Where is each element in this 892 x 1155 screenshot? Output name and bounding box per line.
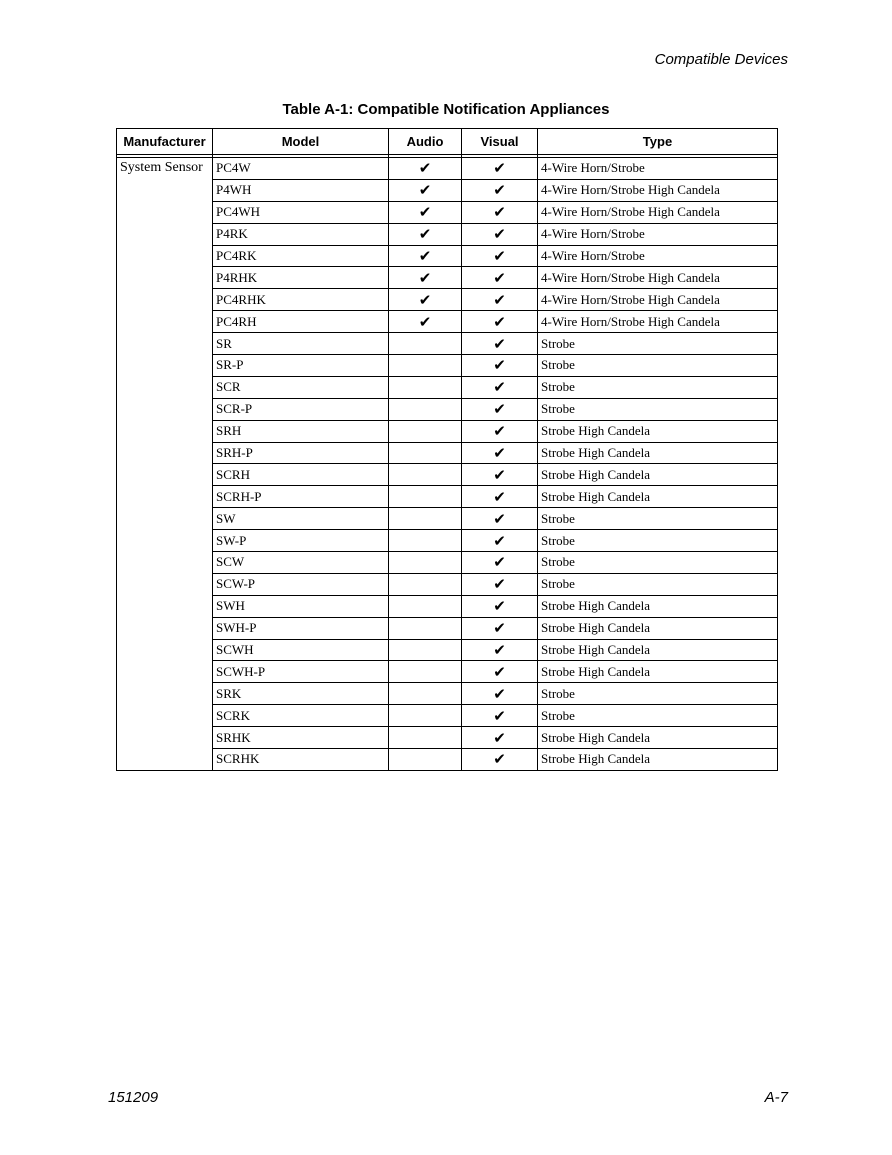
type-cell: 4-Wire Horn/Strobe	[538, 223, 778, 245]
table-row	[117, 223, 778, 245]
column-header-type: Type	[538, 129, 778, 155]
table-row	[117, 420, 778, 442]
column-header-visual: Visual	[462, 129, 538, 155]
compatible-devices-table	[116, 128, 778, 771]
model-cell: SWH	[213, 595, 389, 617]
type-cell: Strobe	[538, 398, 778, 420]
visual-check-cell: ✔	[462, 223, 538, 245]
model-cell: SCRH	[213, 464, 389, 486]
audio-check-cell: ✔	[389, 267, 462, 289]
table-title: Table A-1: Compatible Notification Appliances	[282, 101, 610, 118]
type-cell: Strobe	[538, 705, 778, 727]
audio-check-cell	[389, 464, 462, 486]
type-cell: Strobe	[538, 552, 778, 574]
audio-check-cell	[389, 705, 462, 727]
visual-check-cell: ✔	[462, 727, 538, 749]
model-cell: PC4WH	[213, 201, 389, 223]
visual-check-cell: ✔	[462, 573, 538, 595]
visual-check-cell: ✔	[462, 376, 538, 398]
table-header-row	[117, 129, 778, 155]
model-cell: SCWH-P	[213, 661, 389, 683]
visual-check-cell: ✔	[462, 398, 538, 420]
type-cell: Strobe High Candela	[538, 464, 778, 486]
visual-check-cell: ✔	[462, 158, 538, 180]
visual-check-cell: ✔	[462, 245, 538, 267]
audio-check-cell	[389, 508, 462, 530]
column-header-audio: Audio	[389, 129, 462, 155]
type-cell: Strobe	[538, 355, 778, 377]
table-row	[117, 727, 778, 749]
audio-check-cell	[389, 552, 462, 574]
table-row	[117, 376, 778, 398]
model-cell: SR	[213, 333, 389, 355]
type-cell: Strobe High Candela	[538, 486, 778, 508]
type-cell: Strobe	[538, 573, 778, 595]
page-number: A-7	[764, 1089, 788, 1106]
model-cell: SCR	[213, 376, 389, 398]
visual-check-cell: ✔	[462, 201, 538, 223]
audio-check-cell	[389, 727, 462, 749]
model-cell: PC4W	[213, 158, 389, 180]
audio-check-cell	[389, 683, 462, 705]
document-number: 151209	[108, 1089, 159, 1106]
table-row	[117, 508, 778, 530]
visual-check-cell: ✔	[462, 639, 538, 661]
model-cell: SCRHK	[213, 749, 389, 771]
table-row	[117, 595, 778, 617]
type-cell: Strobe High Candela	[538, 420, 778, 442]
model-cell: SRHK	[213, 727, 389, 749]
visual-check-cell: ✔	[462, 355, 538, 377]
model-cell: SCW	[213, 552, 389, 574]
visual-check-cell: ✔	[462, 333, 538, 355]
type-cell: 4-Wire Horn/Strobe High Candela	[538, 289, 778, 311]
table-row	[117, 749, 778, 771]
type-cell: Strobe High Candela	[538, 595, 778, 617]
audio-check-cell	[389, 355, 462, 377]
audio-check-cell: ✔	[389, 158, 462, 180]
audio-check-cell	[389, 398, 462, 420]
type-cell: Strobe High Candela	[538, 617, 778, 639]
visual-check-cell: ✔	[462, 552, 538, 574]
model-cell: SRH	[213, 420, 389, 442]
table-row	[117, 311, 778, 333]
audio-check-cell	[389, 573, 462, 595]
table-row	[117, 486, 778, 508]
manufacturer-cell: System Sensor	[117, 158, 213, 771]
type-cell: Strobe High Candela	[538, 442, 778, 464]
visual-check-cell: ✔	[462, 442, 538, 464]
table-row	[117, 683, 778, 705]
visual-check-cell: ✔	[462, 420, 538, 442]
audio-check-cell	[389, 442, 462, 464]
type-cell: Strobe	[538, 333, 778, 355]
model-cell: PC4RHK	[213, 289, 389, 311]
model-cell: P4WH	[213, 179, 389, 201]
audio-check-cell: ✔	[389, 289, 462, 311]
model-cell: SRK	[213, 683, 389, 705]
audio-check-cell: ✔	[389, 311, 462, 333]
model-cell: SCRK	[213, 705, 389, 727]
type-cell: Strobe High Candela	[538, 661, 778, 683]
model-cell: SW-P	[213, 530, 389, 552]
table-row	[117, 617, 778, 639]
audio-check-cell: ✔	[389, 245, 462, 267]
model-cell: SRH-P	[213, 442, 389, 464]
audio-check-cell	[389, 661, 462, 683]
audio-check-cell	[389, 333, 462, 355]
table-row	[117, 639, 778, 661]
visual-check-cell: ✔	[462, 267, 538, 289]
table-row	[117, 705, 778, 727]
table-row	[117, 158, 778, 180]
type-cell: Strobe High Candela	[538, 639, 778, 661]
audio-check-cell: ✔	[389, 223, 462, 245]
visual-check-cell: ✔	[462, 661, 538, 683]
table-row	[117, 661, 778, 683]
model-cell: SCWH	[213, 639, 389, 661]
visual-check-cell: ✔	[462, 595, 538, 617]
table-body	[117, 158, 778, 771]
type-cell: Strobe	[538, 376, 778, 398]
visual-check-cell: ✔	[462, 617, 538, 639]
table-row	[117, 289, 778, 311]
table-row	[117, 333, 778, 355]
type-cell: Strobe	[538, 530, 778, 552]
visual-check-cell: ✔	[462, 486, 538, 508]
type-cell: Strobe High Candela	[538, 727, 778, 749]
audio-check-cell	[389, 376, 462, 398]
table-row	[117, 552, 778, 574]
type-cell: 4-Wire Horn/Strobe High Candela	[538, 201, 778, 223]
column-header-manufacturer: Manufacturer	[117, 129, 213, 155]
audio-check-cell: ✔	[389, 201, 462, 223]
visual-check-cell: ✔	[462, 311, 538, 333]
type-cell: Strobe High Candela	[538, 749, 778, 771]
model-cell: SCW-P	[213, 573, 389, 595]
visual-check-cell: ✔	[462, 530, 538, 552]
model-cell: SCRH-P	[213, 486, 389, 508]
section-title: Compatible Devices	[654, 51, 788, 68]
model-cell: SR-P	[213, 355, 389, 377]
audio-check-cell	[389, 617, 462, 639]
table-row	[117, 464, 778, 486]
type-cell: Strobe	[538, 683, 778, 705]
visual-check-cell: ✔	[462, 464, 538, 486]
type-cell: Strobe	[538, 508, 778, 530]
audio-check-cell	[389, 595, 462, 617]
table-row	[117, 267, 778, 289]
model-cell: SCR-P	[213, 398, 389, 420]
table-row	[117, 179, 778, 201]
type-cell: 4-Wire Horn/Strobe High Candela	[538, 311, 778, 333]
table-row	[117, 245, 778, 267]
column-header-model: Model	[213, 129, 389, 155]
visual-check-cell: ✔	[462, 683, 538, 705]
audio-check-cell	[389, 420, 462, 442]
audio-check-cell: ✔	[389, 179, 462, 201]
model-cell: P4RK	[213, 223, 389, 245]
model-cell: SWH-P	[213, 617, 389, 639]
table-row	[117, 201, 778, 223]
visual-check-cell: ✔	[462, 179, 538, 201]
model-cell: PC4RK	[213, 245, 389, 267]
audio-check-cell	[389, 639, 462, 661]
audio-check-cell	[389, 530, 462, 552]
visual-check-cell: ✔	[462, 508, 538, 530]
table-row	[117, 442, 778, 464]
visual-check-cell: ✔	[462, 749, 538, 771]
table-row	[117, 355, 778, 377]
type-cell: 4-Wire Horn/Strobe	[538, 245, 778, 267]
type-cell: 4-Wire Horn/Strobe	[538, 158, 778, 180]
table-row	[117, 530, 778, 552]
table-row	[117, 573, 778, 595]
model-cell: PC4RH	[213, 311, 389, 333]
visual-check-cell: ✔	[462, 289, 538, 311]
visual-check-cell: ✔	[462, 705, 538, 727]
type-cell: 4-Wire Horn/Strobe High Candela	[538, 179, 778, 201]
audio-check-cell	[389, 486, 462, 508]
audio-check-cell	[389, 749, 462, 771]
model-cell: SW	[213, 508, 389, 530]
table-row	[117, 398, 778, 420]
model-cell: P4RHK	[213, 267, 389, 289]
type-cell: 4-Wire Horn/Strobe High Candela	[538, 267, 778, 289]
